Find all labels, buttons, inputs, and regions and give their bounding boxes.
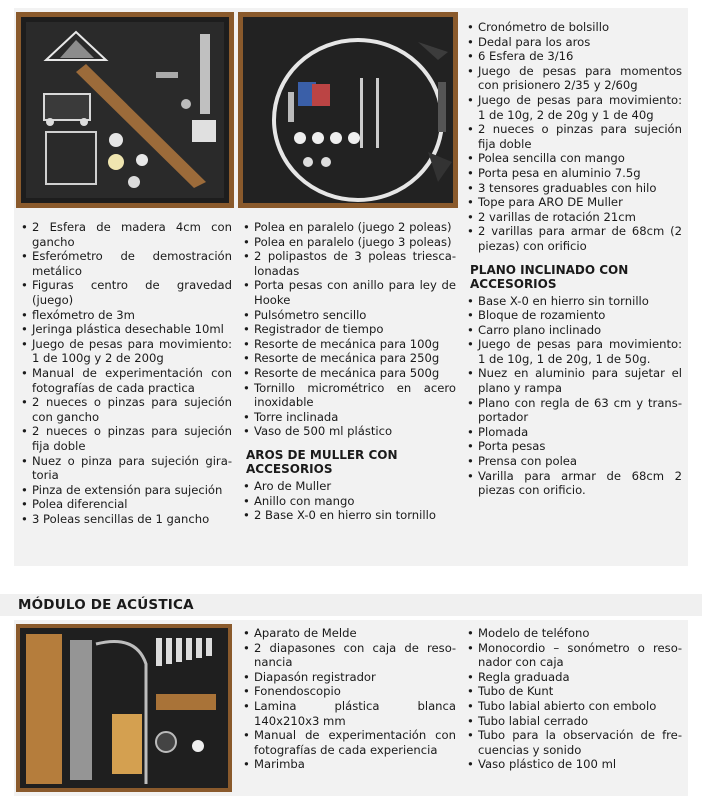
- list-item: • 2 Esfera de madera 4cm con gancho: [20, 220, 232, 249]
- acoustics-kit-photo: [16, 624, 232, 792]
- list-item: • 2 Base X-0 en hierro sin tornillo: [242, 508, 456, 523]
- mechanics-list-col3: [466, 20, 682, 498]
- list-item: • Cronómetro de bolsillo: [466, 20, 682, 35]
- list-item: • Prensa con polea: [466, 454, 682, 469]
- list-item: • Carro plano inclinado: [466, 323, 682, 338]
- list-item: • Porta pesas con anillo para ley de Hooke: [242, 278, 456, 307]
- list-item: • Anillo con mango: [242, 494, 456, 509]
- list-item: • Tubo labial cerrado: [466, 714, 682, 729]
- list-item: • Nuez o pinza para sujeción giratoria: [20, 454, 232, 483]
- list-item: • Polea en paralelo (juego 2 poleas): [242, 220, 456, 235]
- list-item: • Resorte de mecánica para 100g: [242, 337, 456, 352]
- list-item: • 2 polipastos de 3 poleas triescalonadas: [242, 249, 456, 278]
- list-item: • Vaso de 500 ml plástico: [242, 424, 456, 439]
- list-item: • Tope para ARO DE Muller: [466, 195, 682, 210]
- aros-muller-heading: AROS DE MULLER CON ACCESORIOS: [246, 447, 398, 476]
- list-item: • Juego de pesas para movimiento: 1 de 10g, 2 de 20g y 1 de 40g: [466, 93, 682, 122]
- list-item: • Fonendoscopio: [242, 684, 456, 699]
- list-item: • Base X-0 en hierro sin tornillo: [466, 294, 682, 309]
- plano-inclinado-heading: PLANO INCLINADO CON ACCESORIOS: [470, 262, 629, 291]
- list-item: • Jeringa plástica desechable 10ml: [20, 322, 232, 337]
- list-item: • Aparato de Melde: [242, 626, 456, 641]
- acoustics-section-title: MÓDULO DE ACÚSTICA: [18, 597, 194, 613]
- list-item: • Porta pesa en aluminio 7.5g: [466, 166, 682, 181]
- list-item: • Modelo de teléfono: [466, 626, 682, 641]
- list-item: • 2 varillas para armar de 68cm (2 piezas) con orificio: [466, 224, 682, 253]
- list-item: • Resorte de mecánica para 250g: [242, 351, 456, 366]
- list-item: • 2 nueces o pinzas para sujeción con gancho: [20, 395, 232, 424]
- list-item: • Polea diferencial: [20, 497, 232, 512]
- list-item: • Dedal para los aros: [466, 35, 682, 50]
- list-item: • 6 Esfera de 3/16: [466, 49, 682, 64]
- list-item: • Plomada: [466, 425, 682, 440]
- list-item: • 2 varillas de rotación 21cm: [466, 210, 682, 225]
- muller-rings-photo: [238, 12, 458, 208]
- list-item: • 2 diapasones con caja de resonancia: [242, 641, 456, 670]
- list-item: • Juego de pesas para movimiento: 1 de 10g, 1 de 20g, 1 de 50g.: [466, 337, 682, 366]
- acoustics-list-col1: [242, 626, 456, 772]
- list-item: • Manual de experimentación con fotografías de cada practica: [20, 366, 232, 395]
- list-item: • Figuras centro de gravedad (juego): [20, 278, 232, 307]
- list-item: • Nuez en aluminio para sujetar el plano y rampa: [466, 366, 682, 395]
- list-item: • Vaso plástico de 100 ml: [466, 757, 682, 772]
- list-item: • Esferómetro de demostración metálico: [20, 249, 232, 278]
- list-item: • Tubo para la observación de frecuencias y sonido: [466, 728, 682, 757]
- list-item: • Diapasón registrador: [242, 670, 456, 685]
- list-item: • Polea sencilla con mango: [466, 151, 682, 166]
- list-item: • Polea en paralelo (juego 3 poleas): [242, 235, 456, 250]
- list-item: • Torre inclinada: [242, 410, 456, 425]
- mechanics-list-col2: [242, 220, 456, 523]
- list-item: • 3 tensores graduables con hilo: [466, 181, 682, 196]
- list-item: • Pulsómetro sencillo: [242, 308, 456, 323]
- list-item: • Bloque de rozamiento: [466, 308, 682, 323]
- list-item: • Porta pesas: [466, 439, 682, 454]
- list-item: • Pinza de extensión para sujeción: [20, 483, 232, 498]
- mechanics-list-col1: [20, 220, 232, 526]
- acoustics-list-col2: [466, 626, 682, 772]
- list-item: • Plano con regla de 63 cm y transportador: [466, 396, 682, 425]
- list-item: • flexómetro de 3m: [20, 308, 232, 323]
- list-item: • Juego de pesas para movimiento: 1 de 100g y 2 de 200g: [20, 337, 232, 366]
- list-item: • Regla graduada: [466, 670, 682, 685]
- list-item: • 2 nueces o pinzas para sujeción fija doble: [20, 424, 232, 453]
- acoustics-section-header: [0, 594, 702, 616]
- list-item: • Tubo de Kunt: [466, 684, 682, 699]
- mechanics-kit-photo: [16, 12, 234, 208]
- list-item: • 3 Poleas sencillas de 1 gancho: [20, 512, 232, 527]
- list-item: • Aro de Muller: [242, 479, 456, 494]
- list-item: • Lamina plástica blanca 140x210x3 mm: [242, 699, 456, 728]
- list-item: • Registrador de tiempo: [242, 322, 456, 337]
- list-item: • Tubo labial abierto con embolo: [466, 699, 682, 714]
- list-item: • Resorte de mecánica para 500g: [242, 366, 456, 381]
- list-item: • Varilla para armar de 68cm 2 piezas con orificio.: [466, 469, 682, 498]
- list-item: • Monocordio – sonómetro o resonador con caja: [466, 641, 682, 670]
- list-item: • 2 nueces o pinzas para sujeción fija doble: [466, 122, 682, 151]
- list-item: • Marimba: [242, 757, 456, 772]
- list-item: • Manual de experimentación con fotografías de cada experiencia: [242, 728, 456, 757]
- list-item: • Juego de pesas para momentos con prisionero 2/35 y 2/60g: [466, 64, 682, 93]
- list-item: • Tornillo micrométrico en acero inoxidable: [242, 381, 456, 410]
